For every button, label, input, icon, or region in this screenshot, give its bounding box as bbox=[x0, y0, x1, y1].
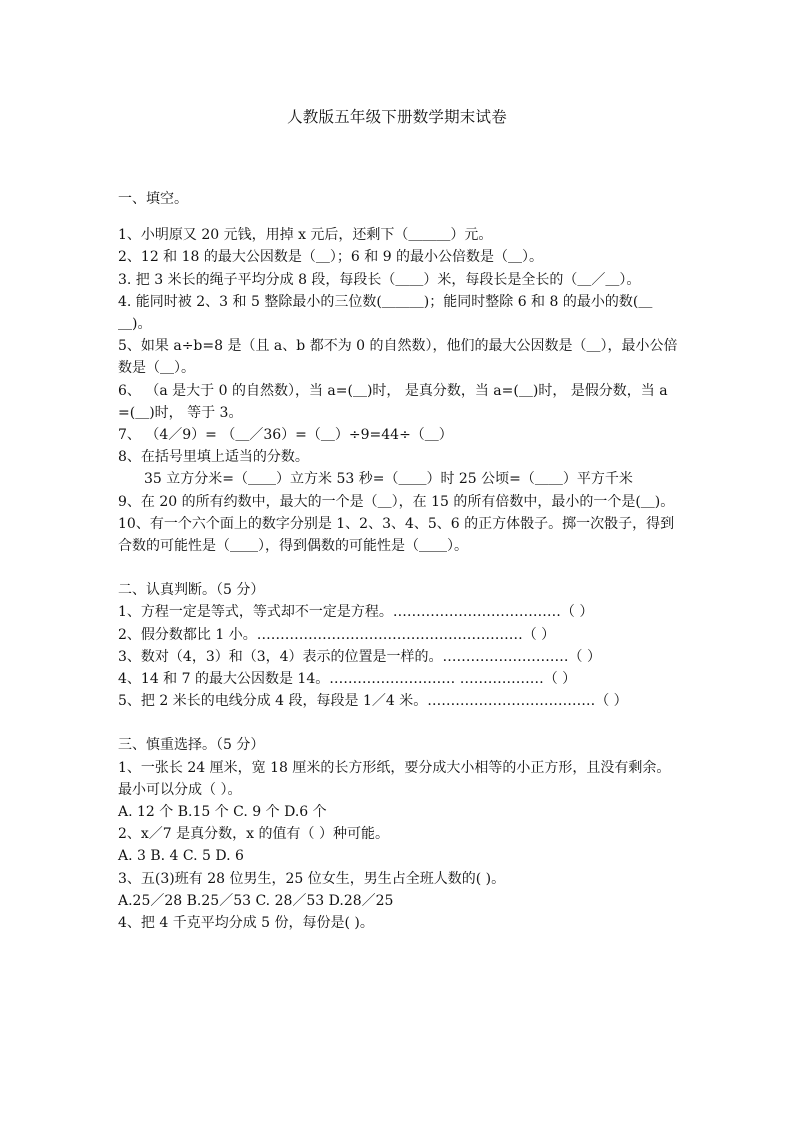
fill-item-7: 7、 （4／9）= （＿／36）=（＿）÷9=44÷（＿） bbox=[118, 427, 453, 444]
fill-item-1: 1、小明原又 20 元钱，用掉 x 元后，还剩下（＿＿＿）元。 bbox=[118, 227, 493, 244]
fill-item-8-conversions: 35 立方分米=（＿＿）立方米 53 秒=（＿＿）时 25 公顷=（＿＿）平方千米 bbox=[144, 471, 633, 488]
fill-item-6: 6、 （a 是大于 0 的自然数），当 a=(＿)时， 是真分数，当 a=(＿)时， 是假分数，当 a=(＿)时， 等于 3。 bbox=[118, 382, 668, 421]
fill-item-4: 4. 能同时被 2、3 和 5 整除最小的三位数(＿＿＿)；能同时整除 6 和 8 的最小的数(＿＿)。 bbox=[118, 293, 653, 333]
choice-item-3: 3、五(3)班有 28 位男生，25 位女生，男生占全班人数的( )。 bbox=[118, 870, 506, 887]
fill-item-3: 3. 把 3 米长的绳子平均分成 8 段，每段长（＿＿）米，每段长是全长的（＿／＿）。 bbox=[118, 271, 641, 288]
choice-item-1: 1、一张长 24 厘米，宽 18 厘米的长方形纸，要分成大小相等的小正方形，且没有剩余。最小可以分成（ ）。 bbox=[118, 759, 671, 798]
judge-item-2: 2、假分数都比 1 小。…………………………………………………（ ） bbox=[118, 626, 556, 643]
choice-item-4: 4、把 4 千克平均分成 5 份，每份是( )。 bbox=[118, 915, 374, 932]
choice-item-1-options: A. 12 个 B.15 个 C. 9 个 D.6 个 bbox=[118, 804, 327, 821]
choice-item-2-options: A. 3 B. 4 C. 5 D. 6 bbox=[118, 848, 244, 865]
exam-content bbox=[118, 188, 678, 934]
judge-item-5: 5、把 2 米长的电线分成 4 段，每段是 1／4 米。………………………………（ ） bbox=[118, 693, 628, 710]
fill-item-2: 2、12 和 18 的最大公因数是（＿）；6 和 9 的最小公倍数是（＿）。 bbox=[118, 249, 544, 266]
fill-item-5: 5、如果 a÷b=8 是（且 a、b 都不为 0 的自然数），他们的最大公因数是（＿），最小公倍数是（＿）。 bbox=[118, 338, 678, 377]
fill-item-9: 9、在 20 的所有约数中，最大的一个是（＿），在 15 的所有倍数中，最小的一个是(＿)。 bbox=[118, 493, 675, 510]
section-3-heading: 三、慎重选择。（5 分） bbox=[118, 737, 265, 754]
judge-item-1: 1、方程一定是等式，等式却不一定是方程。………………………………（ ） bbox=[118, 604, 594, 621]
fill-item-10: 10、有一个六个面上的数字分别是 1、2、3、4、5、6 的正方体骰子。掷一次骰子，得到合数的可能性是（＿＿），得到偶数的可能性是（＿＿）。 bbox=[118, 515, 675, 555]
section-1-heading: 一、填空。 bbox=[118, 191, 188, 207]
section-2-heading: 二、认真判断。（5 分） bbox=[118, 582, 265, 599]
judge-item-3: 3、数对（4，3）和（3，4）表示的位置是一样的。………………………（ ） bbox=[118, 648, 601, 665]
document-title: 人教版五年级下册数学期末试卷 bbox=[287, 108, 507, 126]
fill-item-8: 8、在括号里填上适当的分数。 bbox=[118, 449, 309, 466]
judge-item-4: 4、14 和 7 的最大公因数是 14。……………………… ………………（ ） bbox=[118, 671, 577, 688]
choice-item-2: 2、x／7 是真分数，x 的值有（ ）种可能。 bbox=[118, 826, 389, 843]
choice-item-3-options: A.25／28 B.25／53 C. 28／53 D.28／25 bbox=[118, 892, 394, 909]
